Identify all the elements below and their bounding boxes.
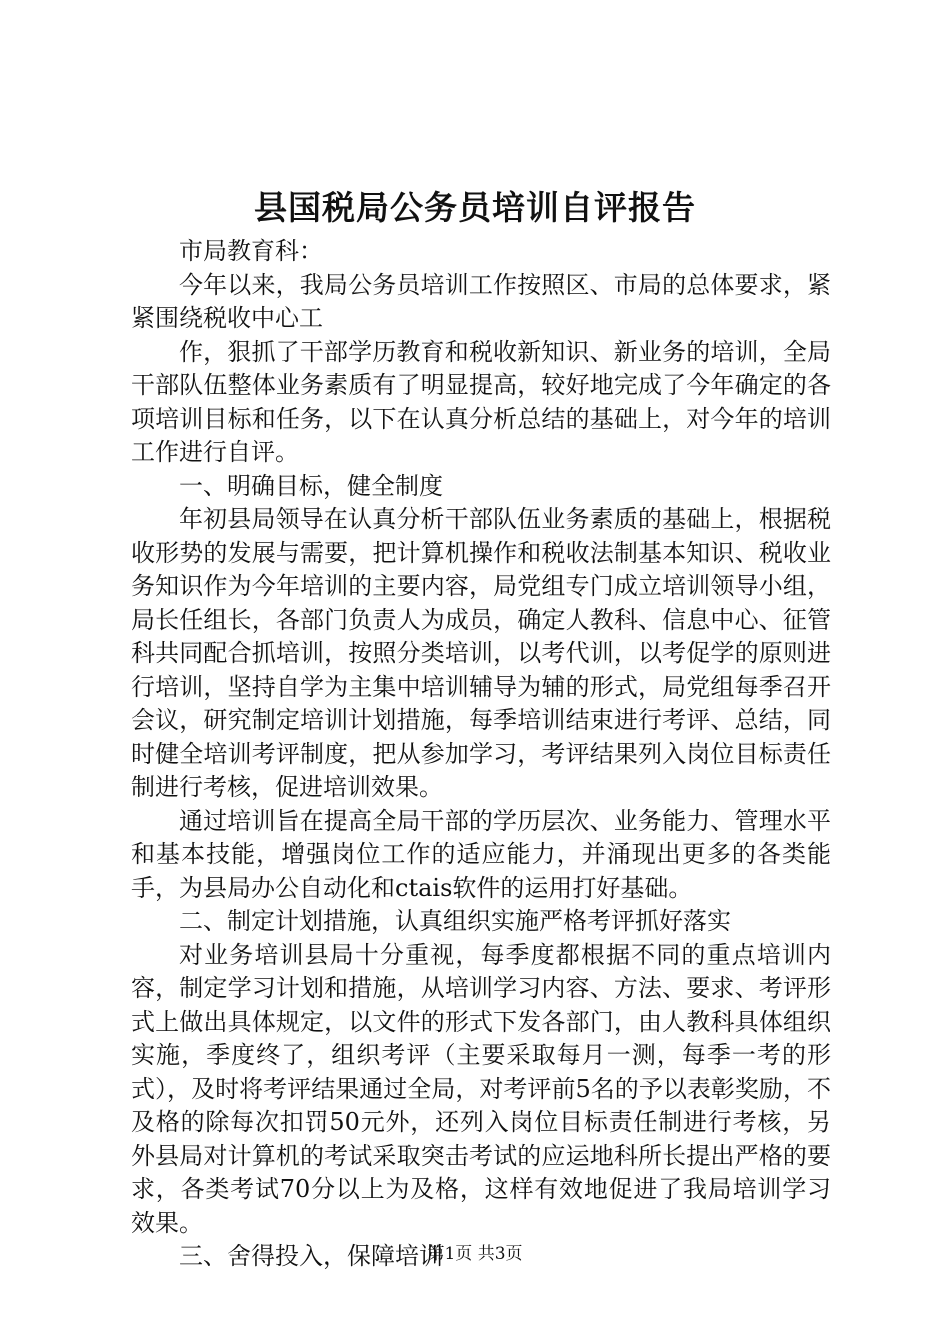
section-heading-3: 三、舍得投入，保障培训 bbox=[179, 1242, 443, 1270]
paragraph-section-1-goal: 通过培训旨在提高全局干部的学历层次、业务能力、管理水平和基本技能，增强岗位工作的适应能力，并涌现出更多的各类能手，为县局办公自动化和ctais软件的运用打好基础。 bbox=[131, 806, 831, 902]
salutation: 市局教育科： bbox=[179, 237, 323, 265]
document-title: 县国税局公务员培训自评报告 bbox=[254, 188, 696, 227]
paragraph-intro-continued: 作，狠抓了干部学历教育和税收新知识、新业务的培训，全局干部队伍整体业务素质有了明显提高，较好地完成了今年确定的各项培训目标和任务，以下在认真分析总结的基础上，对今年的培训工作进行自评。 bbox=[131, 337, 831, 466]
document-body bbox=[131, 235, 831, 1274]
paragraph-section-1: 年初县局领导在认真分析干部队伍业务素质的基础上，根据税收形势的发展与需要，把计算机操作和税收法制基本知识、税收业务知识作为今年培训的主要内容，局党组专门成立培训领导小组，局长任组长，各部门负责人为成员，确定人教科、信息中心、征管科共同配合抓培训，按照分类培训，以考代训，以考促学的原则进行培训，坚持自学为主集中培训辅导为辅的形式，局党组每季召开会议，研究制定培训计划措施，每季培训结束进行考评、总结，同时健全培训考评制度，把从参加学习，考评结果列入岗位目标责任制进行考核，促进培训效果。 bbox=[131, 505, 831, 801]
paragraph-intro: 今年以来，我局公务员培训工作按照区、市局的总体要求，紧紧围绕税收中心工 bbox=[131, 270, 831, 332]
section-heading-1: 一、明确目标，健全制度 bbox=[179, 471, 443, 500]
page-number-footer: 第1页 共3页 bbox=[427, 1244, 523, 1264]
section-heading-2: 二、制定计划措施，认真组织实施严格考评抓好落实 bbox=[179, 907, 731, 935]
paragraph-section-2: 对业务培训县局十分重视，每季度都根据不同的重点培训内容，制定学习计划和措施，从培训学习内容、方法、要求、考评形式上做出具体规定，以文件的形式下发各部门，由人教科具体组织实施，季度终了，组织考评（主要采取每月一测，每季一考的形式），及时将考评结果通过全局，对考评前5名的予以表彰奖励，不及格的除每次扣罚50元外，还列入岗位目标责任制进行考核，另外县局对计算机的考试采取突击考试的应运地科所长提出严格的要求，各类考试70分以上为及格，这样有效地促进了我局培训学习效果。 bbox=[131, 940, 831, 1237]
